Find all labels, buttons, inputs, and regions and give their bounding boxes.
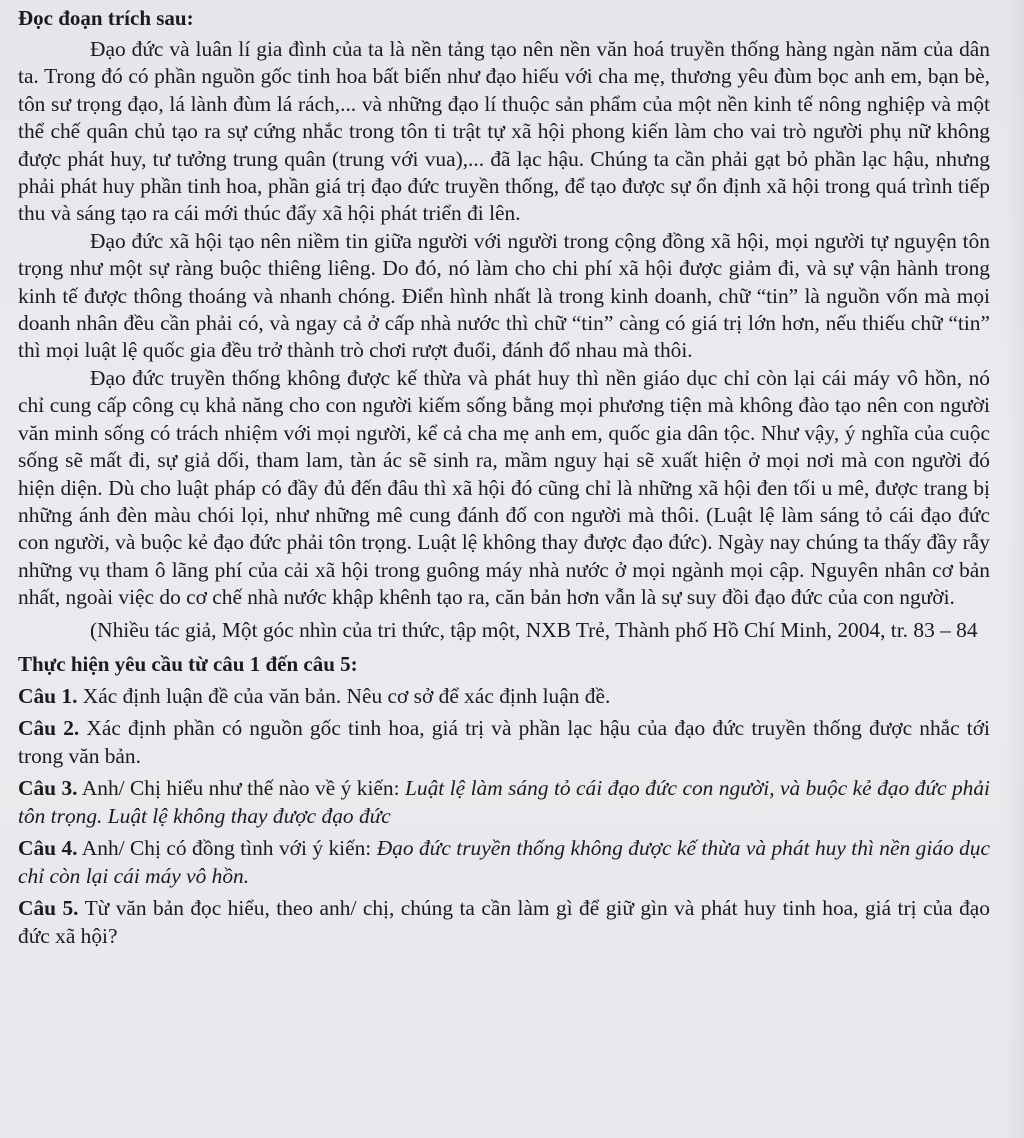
- question-1: [18, 682, 990, 710]
- task-heading: Thực hiện yêu cầu từ câu 1 đến câu 5:: [18, 651, 358, 676]
- question-2: [18, 714, 990, 770]
- question-3-label: Câu 3.: [18, 775, 78, 800]
- question-5-text: Từ văn bản đọc hiểu, theo anh/ chị, chúng ta cần làm gì để giữ gìn và phát huy tinh hoa, giá trị của đạo đức xã hội?: [18, 895, 990, 948]
- question-4-text: Anh/ Chị có đồng tình với ý kiến:: [81, 835, 372, 860]
- question-5: [18, 894, 990, 950]
- question-4: [18, 834, 990, 890]
- question-3-quote: Luật lệ làm sáng tỏ cái đạo đức con người, và buộc kẻ đạo đức phải tôn trọng. Luật lệ không thay được đạo đức: [18, 775, 990, 828]
- source-citation: (Nhiều tác giả, Một góc nhìn của tri thức, tập một, NXB Trẻ, Thành phố Hồ Chí Minh, 2004, tr. 83 – 84: [90, 617, 978, 642]
- question-3-text: Anh/ Chị hiểu như thế nào về ý kiến:: [81, 775, 400, 800]
- passage-paragraph-2: Đạo đức xã hội tạo nên niềm tin giữa người với người trong cộng đồng xã hội, mọi người tự nguyện tôn trọng như một sự ràng buộc thiêng liêng. Do đó, nó làm cho chi phí xã hội được giảm đi, và sự vận hành trong kinh tế được thông thoáng và nhanh chóng. Điển hình nhất là trong kinh doanh, chữ “tin” là nguồn vốn mà mọi doanh nhân đều cần phải có, và ngay cả ở cấp nhà nước thì chữ “tin” càng có giá trị lớn hơn, nếu thiếu chữ “tin” thì mọi luật lệ quốc gia đều trở thành trò chơi rượt đuổi, đánh đổ nhau mà thôi.: [18, 228, 990, 363]
- question-1-text: Xác định luận đề của văn bản. Nêu cơ sở để xác định luận đề.: [82, 683, 611, 708]
- question-1-label: Câu 1.: [18, 683, 78, 708]
- question-4-quote: Đạo đức truyền thống không được kế thừa và phát huy thì nền giáo dục chỉ còn lại cái máy vô hồn.: [18, 835, 990, 888]
- question-3: [18, 774, 990, 830]
- question-2-label: Câu 2.: [18, 715, 80, 740]
- passage-paragraph-3: Đạo đức truyền thống không được kế thừa và phát huy thì nền giáo dục chỉ còn lại cái máy vô hồn, nó chỉ cung cấp công cụ khả năng cho con người kiếm sống bằng mọi phương tiện mà không đào tạo nên con người văn minh sống có trách nhiệm với mọi người, kể cả cha mẹ anh em, quốc gia dân tộc. Như vậy, ý nghĩa của cuộc sống sẽ mất đi, sự giả dối, tham lam, tàn ác sẽ sinh ra, mầm nguy hại sẽ xuất hiện ở mọi nơi mà con người đó hiện diện. Dù cho luật pháp có đầy đủ đến đâu thì xã hội đó cũng chỉ là những xã hội đen tối u mê, được trang bị những ánh đèn màu chói lọi, như những mê cung đánh đố con người mà thôi. (Luật lệ làm sáng tỏ cái đạo đức con người, và buộc kẻ đạo đức phải tôn trọng. Luật lệ không thay được đạo đức). Ngày nay chúng ta thấy đầy rẫy những vụ tham ô lãng phí của cải xã hội trong guông máy nhà nước ở mọi ngành mọi cập. Nguyên nhân cơ bản nhất, ngoài việc do cơ chế nhà nước khập khênh tạo ra, căn bản hơn vẫn là sự suy đồi đạo đức của con người.: [18, 365, 990, 610]
- question-5-label: Câu 5.: [18, 895, 79, 920]
- passage-paragraph-1: Đạo đức và luân lí gia đình của ta là nền tảng tạo nên nền văn hoá truyền thống hàng ngàn năm của dân ta. Trong đó có phần nguồn gốc tinh hoa bất biến như đạo hiếu với cha mẹ, thương yêu đùm bọc anh em, bạn bè, tôn sư trọng đạo, lá lành đùm lá rách,... và những đạo lí thuộc sản phẩm của một nền kinh tế nông nghiệp và một thể chế quân chủ tạo ra sự cứng nhắc trong tôn ti trật tự xã hội phong kiến làm cho vai trò người phụ nữ không được phát huy, tư tưởng trung quân (trung với vua),... đã lạc hậu. Chúng ta cần phải gạt bỏ phần lạc hậu, nhưng phải phát huy phần tinh hoa, phần giá trị đạo đức truyền thống, để tạo được sự ổn định xã hội trong quá trình tiếp thu và sáng tạo ra cái mới thúc đẩy xã hội phát triển đi lên.: [18, 37, 990, 226]
- question-4-label: Câu 4.: [18, 835, 78, 860]
- page-edge-shadow: [1004, 0, 1024, 1138]
- question-2-text: Xác định phần có nguồn gốc tinh hoa, giá trị và phần lạc hậu của đạo đức truyền thống được nhắc tới trong văn bản.: [18, 715, 990, 768]
- reading-heading: Đọc đoạn trích sau:: [18, 6, 194, 30]
